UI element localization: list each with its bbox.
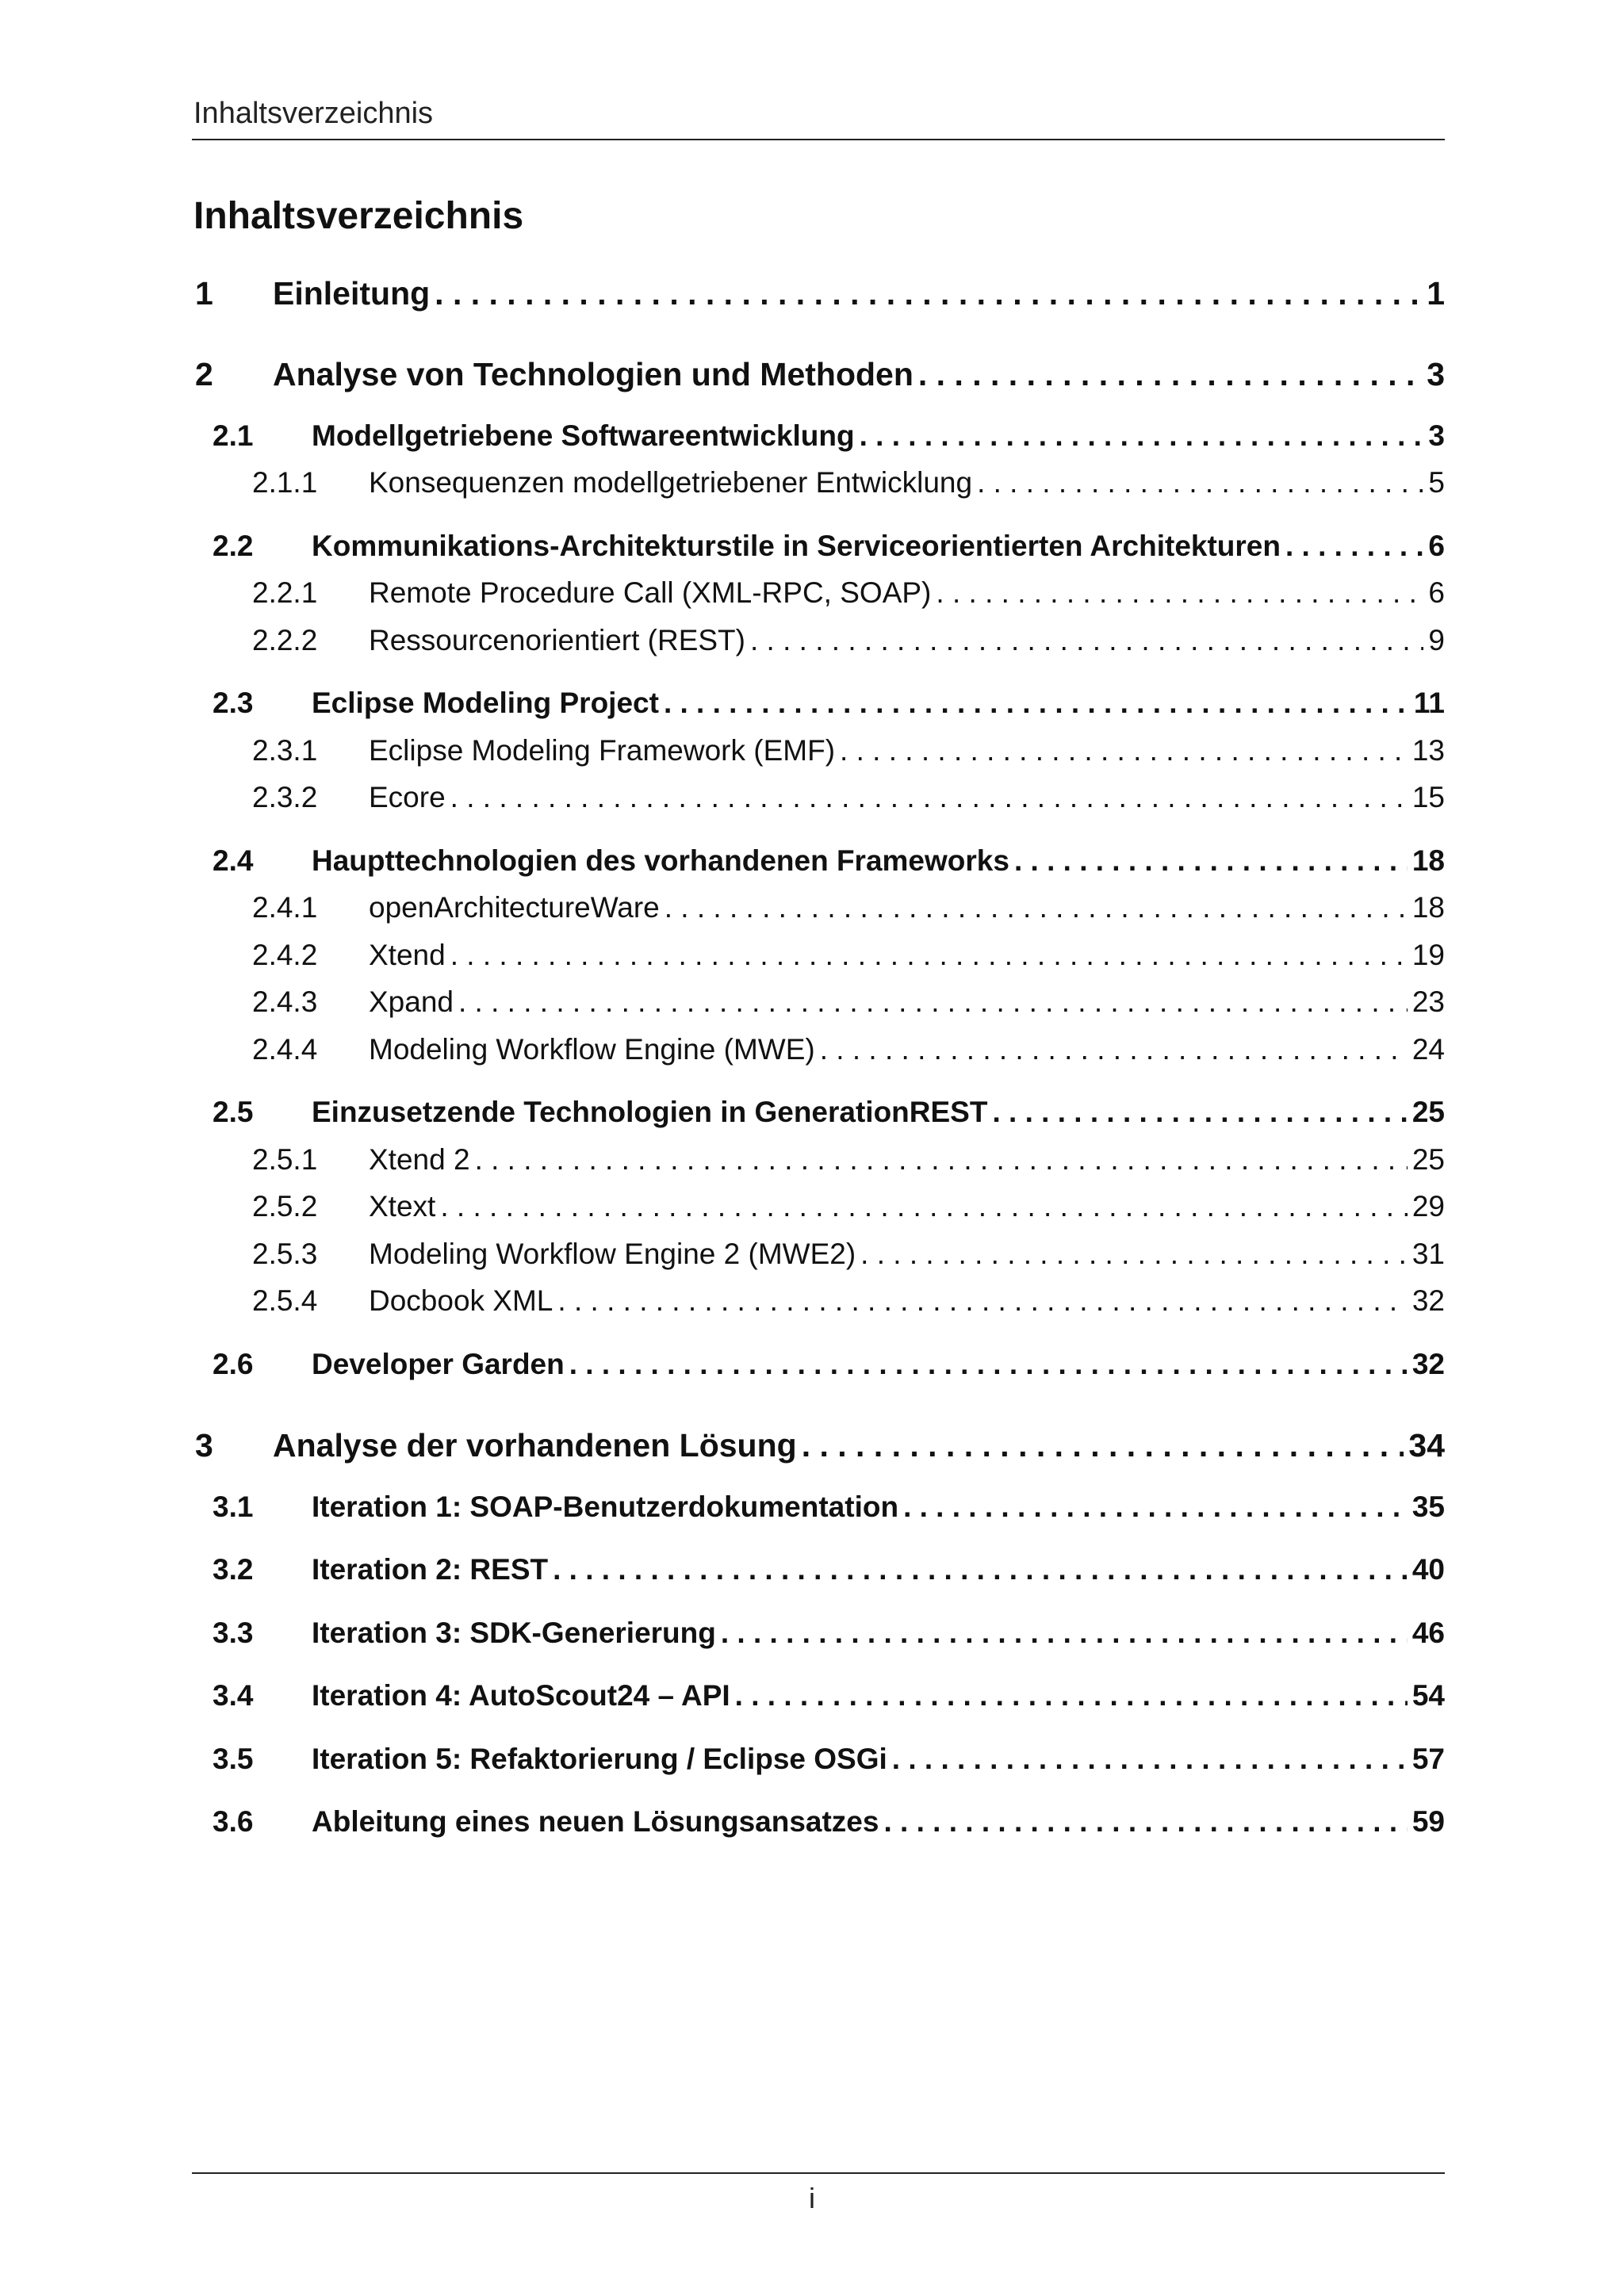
toc-entry-page: 1	[1427, 275, 1445, 312]
dot-leader	[557, 1284, 1407, 1318]
dot-leader	[458, 985, 1408, 1019]
toc-entry-line	[369, 891, 1445, 924]
dot-leader	[435, 275, 1422, 312]
toc-entry-page: 11	[1413, 687, 1445, 719]
toc-entry-number: 2.3.1	[252, 734, 318, 767]
toc-entry-page: 25	[1411, 1096, 1445, 1128]
toc-entry[interactable]	[0, 1348, 1624, 1392]
toc-entry-line	[312, 1679, 1445, 1712]
toc-entry-page: 32	[1411, 1284, 1445, 1317]
toc-entry[interactable]	[0, 1096, 1624, 1140]
toc-entry-title: Einleitung	[273, 275, 431, 312]
dot-leader	[992, 1096, 1407, 1129]
toc-entry-line	[273, 356, 1445, 393]
dot-leader	[735, 1679, 1408, 1712]
toc-entry[interactable]	[0, 844, 1624, 889]
dot-leader	[918, 356, 1422, 393]
toc-entry[interactable]	[0, 576, 1624, 621]
toc-entry-number: 2	[195, 356, 213, 392]
toc-entry[interactable]	[0, 1553, 1624, 1598]
toc-entry-page: 34	[1408, 1427, 1445, 1464]
toc-entry-line	[369, 781, 1445, 814]
toc-entry-page: 9	[1428, 624, 1445, 656]
toc-entry-title: Konsequenzen modellgetriebener Entwicklung	[369, 466, 973, 499]
toc-entry[interactable]	[0, 356, 1624, 400]
dot-leader	[883, 1805, 1407, 1839]
toc-entry-number: 2.4.3	[252, 985, 318, 1018]
toc-entry[interactable]	[0, 1284, 1624, 1329]
toc-entry-page: 19	[1411, 939, 1445, 971]
toc-entry[interactable]	[0, 1679, 1624, 1724]
toc-entry[interactable]	[0, 275, 1624, 320]
dot-leader	[665, 891, 1408, 924]
toc-entry-page: 35	[1411, 1490, 1445, 1523]
toc-entry-page: 6	[1428, 576, 1445, 609]
dot-leader	[450, 939, 1408, 972]
toc-entry-line	[312, 1805, 1445, 1839]
toc-entry-line	[312, 1490, 1445, 1524]
toc-entry-title: Developer Garden	[312, 1348, 565, 1380]
toc-entry-page: 3	[1428, 419, 1445, 452]
toc-entry-number: 3.3	[213, 1617, 254, 1649]
toc-entry-number: 2.3	[213, 687, 254, 719]
toc-entry[interactable]	[0, 466, 1624, 511]
toc-entry-page: 46	[1411, 1617, 1445, 1649]
toc-entry-line	[312, 530, 1445, 563]
toc-entry-page: 31	[1411, 1238, 1445, 1270]
toc-entry-number: 2.5.1	[252, 1143, 318, 1176]
toc-entry-line	[369, 1033, 1445, 1066]
toc-entry-title: Eclipse Modeling Project	[312, 687, 659, 719]
dot-leader	[936, 576, 1423, 610]
toc-entry-number: 2.2.1	[252, 576, 318, 609]
toc-entry-title: Eclipse Modeling Framework (EMF)	[369, 734, 836, 767]
toc-entry-title: Iteration 2: REST	[312, 1553, 549, 1586]
toc-entry-number: 2.4.4	[252, 1033, 318, 1066]
dot-leader	[802, 1427, 1404, 1464]
toc-entry-title: Analyse von Technologien und Methoden	[273, 356, 914, 392]
dot-leader	[840, 734, 1408, 767]
dot-leader	[1285, 530, 1423, 563]
toc-entry-title: Xtend	[369, 939, 446, 971]
toc-entry-number: 2.5	[213, 1096, 254, 1128]
running-header: Inhaltsverzeichnis	[193, 97, 434, 130]
toc-entry[interactable]	[0, 1743, 1624, 1787]
toc-entry-title: Xpand	[369, 985, 454, 1018]
toc-entry[interactable]	[0, 687, 1624, 731]
toc-entry-title: Analyse der vorhandenen Lösung	[273, 1427, 797, 1464]
dot-leader	[440, 1190, 1408, 1223]
dot-leader	[750, 624, 1423, 657]
toc-entry-number: 2.1	[213, 419, 254, 452]
toc-entry-title: Ecore	[369, 781, 446, 813]
toc-entry-title: Einzusetzende Technologien in GenerationREST	[312, 1096, 988, 1128]
dot-leader	[860, 1238, 1408, 1271]
toc-entry-page: 5	[1428, 466, 1445, 499]
toc-entry-page: 25	[1411, 1143, 1445, 1176]
toc-entry-number: 2.2	[213, 530, 254, 562]
toc-entry-page: 29	[1411, 1190, 1445, 1223]
toc-entry[interactable]	[0, 419, 1624, 464]
toc-entry-title: Docbook XML	[369, 1284, 553, 1317]
toc-entry[interactable]	[0, 1490, 1624, 1535]
toc-entry-line	[312, 1553, 1445, 1586]
toc-entry-line	[369, 939, 1445, 972]
toc-entry-page: 24	[1411, 1033, 1445, 1066]
toc-entry-line	[312, 1348, 1445, 1381]
toc-entry-title: Ressourcenorientiert (REST)	[369, 624, 745, 656]
toc-entry-line	[312, 1096, 1445, 1129]
toc-entry[interactable]	[0, 985, 1624, 1030]
toc-entry-number: 2.3.2	[252, 781, 318, 813]
toc-entry-line	[369, 576, 1445, 610]
dot-leader	[569, 1348, 1408, 1381]
dot-leader	[860, 419, 1424, 453]
toc-entry[interactable]	[0, 624, 1624, 668]
toc-entry-line	[312, 687, 1445, 720]
dot-leader	[820, 1033, 1408, 1066]
page-number: i	[809, 2182, 815, 2214]
toc-entry-page: 40	[1411, 1553, 1445, 1586]
toc-entry-title: Iteration 5: Refaktorierung / Eclipse OSGi	[312, 1743, 887, 1775]
dot-leader	[450, 781, 1408, 814]
toc-entry-number: 2.2.2	[252, 624, 318, 656]
toc-entry-line	[369, 734, 1445, 767]
toc-entry-line	[273, 275, 1445, 312]
toc-entry-number: 1	[195, 275, 213, 312]
toc-entry-title: Ableitung eines neuen Lösungsansatzes	[312, 1805, 879, 1838]
toc-entry-title: Kommunikations-Architekturstile in Serviceorientierten Architekturen	[312, 530, 1281, 562]
toc-entry-title: Iteration 1: SOAP-Benutzerdokumentation	[312, 1490, 899, 1523]
toc-entry-page: 32	[1411, 1348, 1445, 1380]
toc-entry[interactable]	[0, 1033, 1624, 1077]
toc-entry-number: 2.5.3	[252, 1238, 318, 1270]
toc-entry-number: 3.2	[213, 1553, 254, 1586]
toc-entry-line	[312, 844, 1445, 878]
toc-entry-page: 18	[1411, 844, 1445, 877]
toc-entry-page: 18	[1411, 891, 1445, 924]
toc-entry-page: 59	[1411, 1805, 1445, 1838]
footer-rule	[192, 2172, 1445, 2174]
toc-entry[interactable]	[0, 891, 1624, 936]
toc-entry-page: 54	[1411, 1679, 1445, 1712]
toc-entry-page: 6	[1428, 530, 1445, 562]
toc-entry-line	[369, 1284, 1445, 1318]
toc-entry-line	[369, 985, 1445, 1019]
toc-entry-title: Iteration 4: AutoScout24 – API	[312, 1679, 730, 1712]
toc-entry-number: 2.4.1	[252, 891, 318, 924]
toc-entry-line	[369, 624, 1445, 657]
toc-entry[interactable]	[0, 781, 1624, 825]
toc-entry[interactable]	[0, 1238, 1624, 1282]
toc-entry-title: Xtend 2	[369, 1143, 470, 1176]
toc-entry-number: 3.5	[213, 1743, 254, 1775]
dot-leader	[475, 1143, 1408, 1177]
toc-entry-number: 2.5.4	[252, 1284, 318, 1317]
toc-entry-number: 2.1.1	[252, 466, 318, 499]
toc-entry-number: 2.4.2	[252, 939, 318, 971]
toc-entry-page: 15	[1411, 781, 1445, 813]
toc-entry-line	[369, 466, 1445, 499]
toc-entry-page: 23	[1411, 985, 1445, 1018]
toc-entry-line	[312, 1743, 1445, 1776]
dot-leader	[903, 1490, 1408, 1524]
toc-entry[interactable]	[0, 734, 1624, 779]
toc-entry-page: 3	[1427, 356, 1445, 392]
toc-entry-number: 2.4	[213, 844, 254, 877]
toc-entry-title: Remote Procedure Call (XML-RPC, SOAP)	[369, 576, 932, 609]
toc-entry-page: 57	[1411, 1743, 1445, 1775]
dot-leader	[892, 1743, 1408, 1776]
toc-entry-title: Modeling Workflow Engine 2 (MWE2)	[369, 1238, 856, 1270]
toc-entry[interactable]	[0, 1805, 1624, 1850]
toc-entry[interactable]	[0, 1190, 1624, 1234]
dot-leader	[553, 1553, 1408, 1586]
toc-entry-title: Modellgetriebene Softwareentwicklung	[312, 419, 855, 452]
toc-entry-page: 13	[1411, 734, 1445, 767]
toc-entry-title: Xtext	[369, 1190, 436, 1223]
toc-entry-title: Iteration 3: SDK-Generierung	[312, 1617, 716, 1649]
toc-title: Inhaltsverzeichnis	[193, 195, 524, 237]
toc-entry[interactable]	[0, 1617, 1624, 1661]
toc-entry-title: Modeling Workflow Engine (MWE)	[369, 1033, 815, 1066]
toc-entry-number: 3.4	[213, 1679, 254, 1712]
dot-leader	[721, 1617, 1408, 1650]
toc-entry-line	[369, 1238, 1445, 1271]
toc-entry[interactable]	[0, 530, 1624, 574]
dot-leader	[664, 687, 1409, 720]
toc-entry[interactable]	[0, 939, 1624, 983]
toc-entry-number: 3.1	[213, 1490, 254, 1523]
toc-entry-line	[312, 1617, 1445, 1650]
toc-entry-number: 2.6	[213, 1348, 254, 1380]
toc-entry-line	[273, 1427, 1445, 1464]
dot-leader	[977, 466, 1423, 499]
toc-entry-title: Haupttechnologien des vorhandenen Frameworks	[312, 844, 1009, 877]
toc-entry-title: openArchitectureWare	[369, 891, 660, 924]
toc-entry-line	[312, 419, 1445, 453]
toc-entry-number: 2.5.2	[252, 1190, 318, 1223]
toc-entry-number: 3	[195, 1427, 213, 1464]
toc-entry-line	[369, 1143, 1445, 1177]
toc-entry-number: 3.6	[213, 1805, 254, 1838]
dot-leader	[1014, 844, 1408, 878]
toc-entry[interactable]	[0, 1427, 1624, 1471]
toc-entry-line	[369, 1190, 1445, 1223]
toc-entry[interactable]	[0, 1143, 1624, 1188]
